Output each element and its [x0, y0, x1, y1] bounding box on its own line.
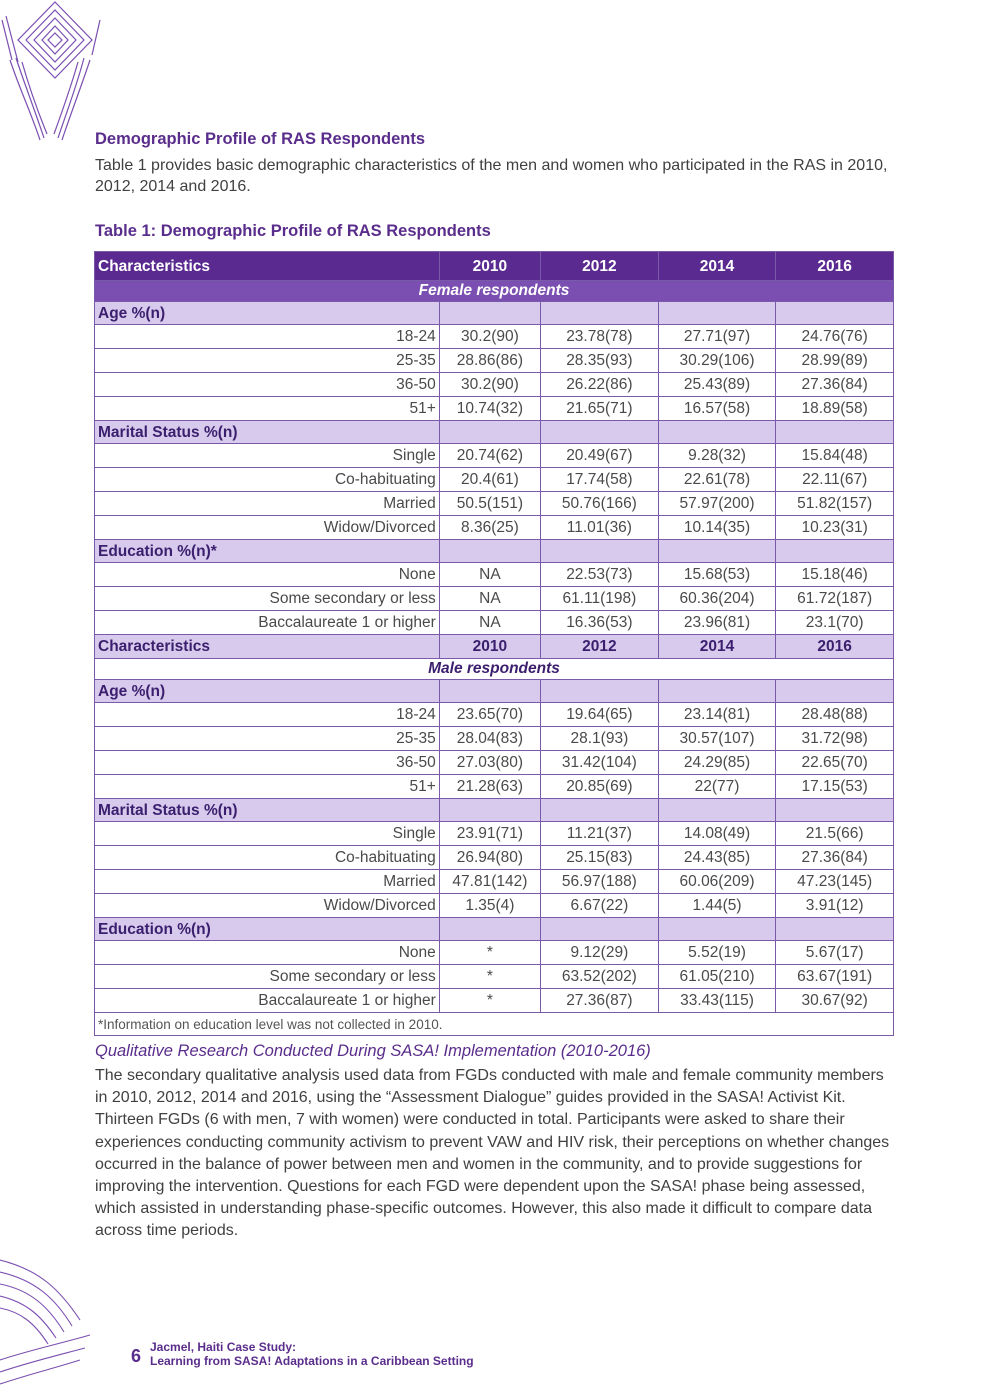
category-label: Education %(n) — [95, 918, 440, 941]
category-empty-cell — [658, 918, 776, 941]
row-label: 36-50 — [95, 751, 440, 775]
header-year: 2012 — [541, 252, 659, 281]
table-cell-value: 8.36(25) — [439, 516, 540, 540]
table-cell-value: 23.91(71) — [439, 822, 540, 846]
category-empty-cell — [776, 540, 894, 563]
table-cell-value: 33.43(115) — [658, 989, 776, 1013]
table-cell-value: 27.71(97) — [658, 325, 776, 349]
table-header-row — [95, 252, 894, 281]
category-empty-cell — [541, 799, 659, 822]
category-empty-cell — [658, 540, 776, 563]
intro-paragraph: Table 1 provides basic demographic characteristics of the men and women who participated in the RAS in 2010, 2012, 2014 and 2016. — [95, 157, 888, 195]
table-cell-value: 23.1(70) — [776, 611, 894, 635]
respondent-group-row — [95, 659, 894, 680]
category-empty-cell — [439, 918, 540, 941]
table-cell-value: 30.2(90) — [439, 325, 540, 349]
table-cell-value: 30.67(92) — [776, 989, 894, 1013]
table-row — [95, 397, 894, 421]
table-cell-value: 50.5(151) — [439, 492, 540, 516]
table-cell-value: 28.04(83) — [439, 727, 540, 751]
table-cell-value: 47.23(145) — [776, 870, 894, 894]
table-row — [95, 611, 894, 635]
header-year: 2010 — [439, 252, 540, 281]
table-cell-value: 23.96(81) — [658, 611, 776, 635]
row-label: Baccalaureate 1 or higher — [95, 989, 440, 1013]
table-row — [95, 563, 894, 587]
row-label: 25-35 — [95, 727, 440, 751]
category-empty-cell — [658, 302, 776, 325]
row-label: Baccalaureate 1 or higher — [95, 611, 440, 635]
qualitative-section-title: Qualitative Research Conducted During SASA! Implementation (2010-2016) — [95, 1042, 651, 1060]
category-empty-cell — [776, 302, 894, 325]
category-empty-cell — [541, 421, 659, 444]
row-label: Some secondary or less — [95, 587, 440, 611]
category-empty-cell — [541, 540, 659, 563]
table-cell-value: 21.28(63) — [439, 775, 540, 799]
table-row — [95, 751, 894, 775]
category-label: Age %(n) — [95, 302, 440, 325]
table-cell-value: 28.1(93) — [541, 727, 659, 751]
category-row — [95, 680, 894, 703]
category-empty-cell — [541, 918, 659, 941]
table-cell-value: 20.74(62) — [439, 444, 540, 468]
table-cell-value: 22.53(73) — [541, 563, 659, 587]
table-cell-value: 60.06(209) — [658, 870, 776, 894]
table-cell-value: 26.94(80) — [439, 846, 540, 870]
row-label: 51+ — [95, 775, 440, 799]
category-empty-cell — [439, 302, 540, 325]
table-cell-value: 28.48(88) — [776, 703, 894, 727]
category-empty-cell — [541, 302, 659, 325]
section-heading: Demographic Profile of RAS Respondents — [95, 130, 426, 148]
qualitative-section-body: The secondary qualitative analysis used data from FGDs conducted with male and female community members in 2010, 2012, 2014 and 2016, using the “Assessment Dialogue” guides provided in the SASA! Activist Kit. Thirteen FGDs (6 with men, 7 with women) were conducted in total. Participants were asked to share their experiences conducting community activism to prevent VAW and HIV risk, their perceptions on whether changes occurred in the balance of power between men and women in the community, and to provide suggestions for improving the intervention. Questions for each FGD were dependent upon the SASA! phase being assessed, which assisted in understanding phase-specific outcomes. However, this also made it difficult to compare data across time periods. — [95, 1067, 890, 1240]
table-row — [95, 492, 894, 516]
table-cell-value: 31.72(98) — [776, 727, 894, 751]
category-row — [95, 421, 894, 444]
table-cell-value: 28.86(86) — [439, 349, 540, 373]
table-cell-value: 10.14(35) — [658, 516, 776, 540]
row-label: 51+ — [95, 397, 440, 421]
header-year: 2014 — [658, 635, 776, 659]
header-characteristics: Characteristics — [95, 252, 440, 281]
table-cell-value: * — [439, 989, 540, 1013]
table-cell-value: 20.85(69) — [541, 775, 659, 799]
row-label: 36-50 — [95, 373, 440, 397]
table-cell-value: 21.5(66) — [776, 822, 894, 846]
demographic-table — [94, 251, 894, 1036]
footer-title-line2: Learning from SASA! Adaptations in a Caribbean Setting — [150, 1354, 474, 1368]
table-row — [95, 775, 894, 799]
category-label: Education %(n)* — [95, 540, 440, 563]
table-cell-value: 23.78(78) — [541, 325, 659, 349]
table-cell-value: 5.52(19) — [658, 941, 776, 965]
table-cell-value: 16.36(53) — [541, 611, 659, 635]
category-row — [95, 540, 894, 563]
table-row — [95, 894, 894, 918]
table-cell-value: 6.67(22) — [541, 894, 659, 918]
table-cell-value: 14.08(49) — [658, 822, 776, 846]
category-empty-cell — [776, 680, 894, 703]
category-empty-cell — [439, 680, 540, 703]
table-cell-value: 22.65(70) — [776, 751, 894, 775]
row-label: Widow/Divorced — [95, 516, 440, 540]
table-cell-value: 18.89(58) — [776, 397, 894, 421]
table-row — [95, 325, 894, 349]
row-label: Some secondary or less — [95, 965, 440, 989]
table-cell-value: 27.36(84) — [776, 373, 894, 397]
row-label: 25-35 — [95, 349, 440, 373]
table-cell-value: * — [439, 941, 540, 965]
respondent-group-row — [95, 281, 894, 302]
header-year: 2010 — [439, 635, 540, 659]
category-empty-cell — [658, 799, 776, 822]
table-cell-value: 24.43(85) — [658, 846, 776, 870]
table-row — [95, 870, 894, 894]
table-cell-value: 61.72(187) — [776, 587, 894, 611]
table-cell-value: 63.52(202) — [541, 965, 659, 989]
category-label: Age %(n) — [95, 680, 440, 703]
table-cell-value: 11.21(37) — [541, 822, 659, 846]
table-cell-value: 10.74(32) — [439, 397, 540, 421]
table-cell-value: 57.97(200) — [658, 492, 776, 516]
table-row — [95, 703, 894, 727]
table-cell-value: 1.44(5) — [658, 894, 776, 918]
table-footnote-row — [95, 1013, 894, 1036]
table-cell-value: 5.67(17) — [776, 941, 894, 965]
table-row — [95, 373, 894, 397]
table-cell-value: 9.12(29) — [541, 941, 659, 965]
table-row — [95, 468, 894, 492]
table-cell-value: 25.15(83) — [541, 846, 659, 870]
table-cell-value: 22.61(78) — [658, 468, 776, 492]
table-cell-value: 17.74(58) — [541, 468, 659, 492]
table-cell-value: 15.18(46) — [776, 563, 894, 587]
table-header-row — [95, 635, 894, 659]
table-cell-value: 9.28(32) — [658, 444, 776, 468]
table-cell-value: 28.99(89) — [776, 349, 894, 373]
table-cell-value: 22(77) — [658, 775, 776, 799]
table-row — [95, 444, 894, 468]
row-label: Single — [95, 444, 440, 468]
table-cell-value: 21.65(71) — [541, 397, 659, 421]
header-year: 2016 — [776, 635, 894, 659]
table-cell-value: 56.97(188) — [541, 870, 659, 894]
table-cell-value: 26.22(86) — [541, 373, 659, 397]
respondent-group-label: Female respondents — [95, 281, 894, 302]
table-cell-value: 30.57(107) — [658, 727, 776, 751]
table-cell-value: 3.91(12) — [776, 894, 894, 918]
header-year: 2012 — [541, 635, 659, 659]
header-year: 2016 — [776, 252, 894, 281]
row-label: None — [95, 941, 440, 965]
table-cell-value: 20.4(61) — [439, 468, 540, 492]
table-cell-value: 30.29(106) — [658, 349, 776, 373]
category-empty-cell — [541, 680, 659, 703]
row-label: 18-24 — [95, 325, 440, 349]
table-row — [95, 822, 894, 846]
table-row — [95, 965, 894, 989]
table-cell-value: 47.81(142) — [439, 870, 540, 894]
tribal-pattern-decoration-top — [0, 0, 110, 165]
category-empty-cell — [439, 421, 540, 444]
row-label: Widow/Divorced — [95, 894, 440, 918]
footer-title-line1: Jacmel, Haiti Case Study: — [150, 1340, 297, 1354]
table-cell-value: 1.35(4) — [439, 894, 540, 918]
table-caption: Table 1: Demographic Profile of RAS Respondents — [95, 222, 491, 240]
table-cell-value: 23.65(70) — [439, 703, 540, 727]
table-cell-value: * — [439, 965, 540, 989]
table-cell-value: 25.43(89) — [658, 373, 776, 397]
table-cell-value: 22.11(67) — [776, 468, 894, 492]
table-cell-value: 20.49(67) — [541, 444, 659, 468]
table-cell-value: 10.23(31) — [776, 516, 894, 540]
table-cell-value: 61.05(210) — [658, 965, 776, 989]
table-cell-value: 61.11(198) — [541, 587, 659, 611]
table-footnote: *Information on education level was not collected in 2010. — [95, 1013, 894, 1036]
row-label: Married — [95, 492, 440, 516]
category-empty-cell — [439, 799, 540, 822]
table-cell-value: 23.14(81) — [658, 703, 776, 727]
table-cell-value: 17.15(53) — [776, 775, 894, 799]
table-cell-value: 51.82(157) — [776, 492, 894, 516]
table-cell-value: 31.42(104) — [541, 751, 659, 775]
tribal-pattern-decoration-bottom — [0, 1250, 110, 1390]
table-cell-value: 63.67(191) — [776, 965, 894, 989]
row-label: None — [95, 563, 440, 587]
table-cell-value: NA — [439, 563, 540, 587]
category-empty-cell — [776, 421, 894, 444]
table-cell-value: 27.36(84) — [776, 846, 894, 870]
row-label: Single — [95, 822, 440, 846]
header-year: 2014 — [658, 252, 776, 281]
table-cell-value: 24.29(85) — [658, 751, 776, 775]
category-empty-cell — [658, 680, 776, 703]
header-characteristics: Characteristics — [95, 635, 440, 659]
table-cell-value: 19.64(65) — [541, 703, 659, 727]
table-cell-value: NA — [439, 587, 540, 611]
table-row — [95, 516, 894, 540]
table-row — [95, 587, 894, 611]
category-empty-cell — [658, 421, 776, 444]
category-row — [95, 302, 894, 325]
category-empty-cell — [439, 540, 540, 563]
row-label: 18-24 — [95, 703, 440, 727]
page-number: 6 — [131, 1346, 142, 1366]
respondent-group-label: Male respondents — [95, 659, 894, 680]
table-cell-value: 15.68(53) — [658, 563, 776, 587]
category-label: Marital Status %(n) — [95, 421, 440, 444]
table-row — [95, 941, 894, 965]
category-row — [95, 799, 894, 822]
row-label: Married — [95, 870, 440, 894]
table-cell-value: 16.57(58) — [658, 397, 776, 421]
row-label: Co-habituating — [95, 468, 440, 492]
table-cell-value: 27.36(87) — [541, 989, 659, 1013]
category-label: Marital Status %(n) — [95, 799, 440, 822]
table-cell-value: 28.35(93) — [541, 349, 659, 373]
category-empty-cell — [776, 918, 894, 941]
table-cell-value: 30.2(90) — [439, 373, 540, 397]
category-row — [95, 918, 894, 941]
table-cell-value: 15.84(48) — [776, 444, 894, 468]
table-cell-value: 60.36(204) — [658, 587, 776, 611]
table-cell-value: 11.01(36) — [541, 516, 659, 540]
table-cell-value: 24.76(76) — [776, 325, 894, 349]
table-cell-value: 27.03(80) — [439, 751, 540, 775]
table-row — [95, 727, 894, 751]
table-cell-value: 50.76(166) — [541, 492, 659, 516]
table-row — [95, 846, 894, 870]
table-row — [95, 989, 894, 1013]
table-row — [95, 349, 894, 373]
category-empty-cell — [776, 799, 894, 822]
table-cell-value: NA — [439, 611, 540, 635]
row-label: Co-habituating — [95, 846, 440, 870]
